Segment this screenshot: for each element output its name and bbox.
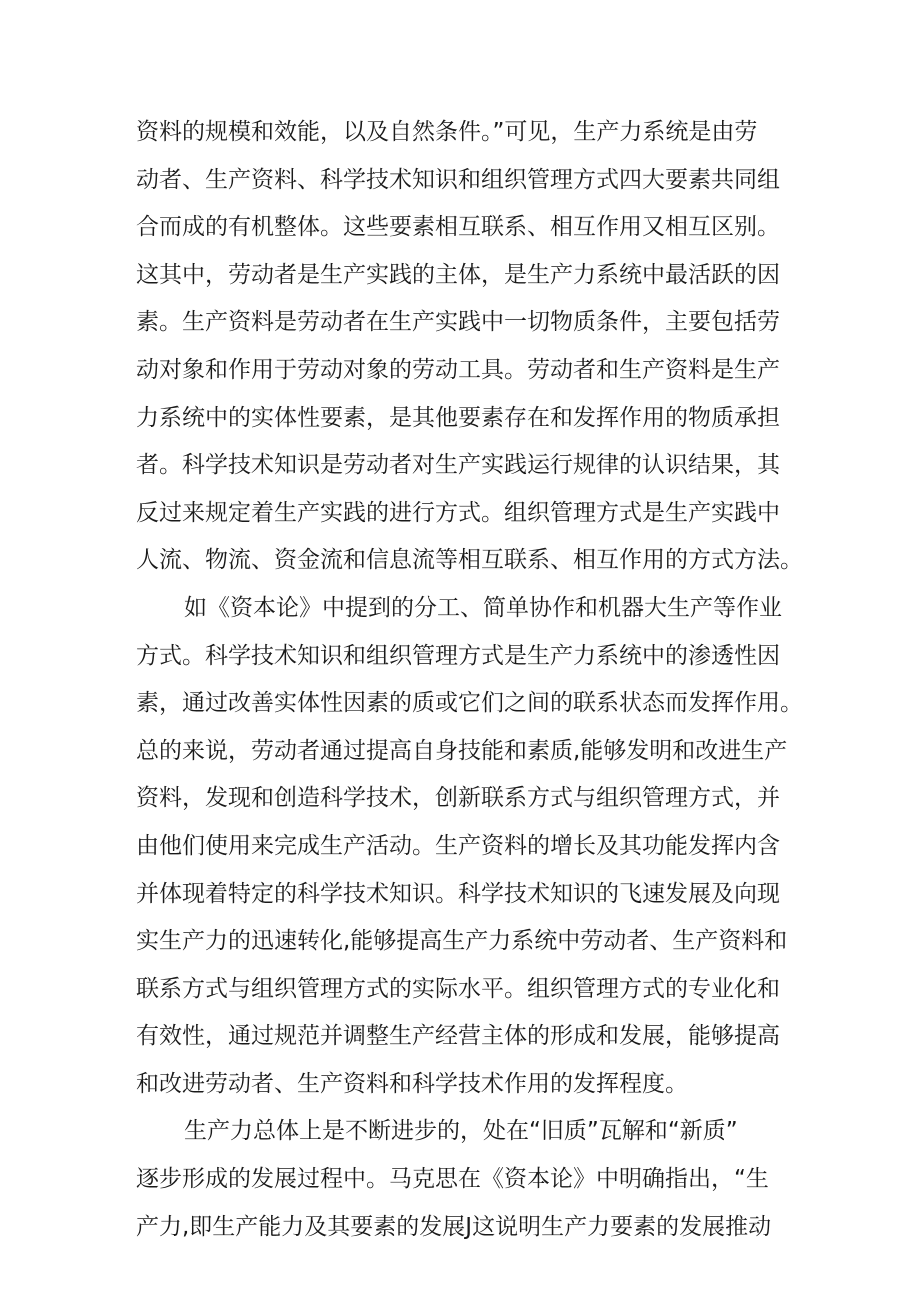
text-line: 资料，发现和创造科学技术，创新联系方式与组织管理方式，并 (136, 785, 780, 812)
text-line: 联系方式与组织管理方式的实际水平。组织管理方式的专业化和 (136, 975, 780, 1002)
text-line: 并体现着特定的科学技术知识。科学技术知识的飞速发展及向现 (136, 880, 780, 907)
text-line: 和改进劳动者、生产资料和科学技术作用的发挥程度。 (136, 1070, 688, 1097)
text-line: 素，通过改善实体性因素的质或它们之间的联系状态而发挥作用。 (136, 690, 803, 717)
text-line: 人流、物流、资金流和信息流等相互联系、相互作用的方式方法。 (136, 547, 803, 574)
text-line: 动对象和作用于劳动对象的劳动工具。劳动者和生产资料是生产 (136, 356, 780, 383)
text-line: 素。生产资料是劳动者在生产实践中一切物质条件，主要包括劳 (136, 309, 780, 336)
text-line: 者。科学技术知识是劳动者对生产实践运行规律的认识结果，其 (136, 452, 780, 479)
text-line: 由他们使用来完成生产活动。生产资料的增长及其功能发挥内含 (136, 832, 780, 859)
text-line: 合而成的有机整体。这些要素相互联系、相互作用又相互区别。 (136, 214, 780, 241)
text-line: 动者、生产资料、科学技术知识和组织管理方式四大要素共同组 (136, 166, 780, 193)
text-line: 实生产力的迅速转化,能够提高生产力系统中劳动者、生产资料和 (136, 928, 788, 955)
text-line: 资料的规模和效能，以及自然条件。”可见，生产力系统是由劳 (136, 119, 758, 145)
text-line: 力系统中的实体性要素，是其他要素存在和发挥作用的物质承担 (136, 404, 780, 431)
text-line: 有效性，通过规范并调整生产经营主体的形成和发展，能够提高 (136, 1023, 780, 1050)
text-line: 反过来规定着生产实践的进行方式。组织管理方式是生产实践中 (136, 499, 780, 526)
text-line: 这其中，劳动者是生产实践的主体，是生产力系统中最活跃的因 (136, 261, 780, 288)
paragraph-first-line: 生产力总体上是不断进步的，处在“旧质”瓦解和“新质” (184, 1118, 738, 1145)
text-line: 产力,即生产能力及其要素的发展J这说明生产力要素的发展推动 (136, 1213, 772, 1240)
text-line: 方式。科学技术知识和组织管理方式是生产力系统中的渗透性因 (136, 642, 780, 669)
body-text (136, 109, 803, 1251)
text-line: 逐步形成的发展过程中。马克思在《资本论》中明确指出，“生 (136, 1166, 769, 1193)
text-line: 总的来说，劳动者通过提高自身技能和素质,能够发明和改进生产 (136, 737, 788, 764)
paragraph-first-line: 如《资本论》中提到的分工、简单协作和机器大生产等作业 (184, 594, 782, 621)
